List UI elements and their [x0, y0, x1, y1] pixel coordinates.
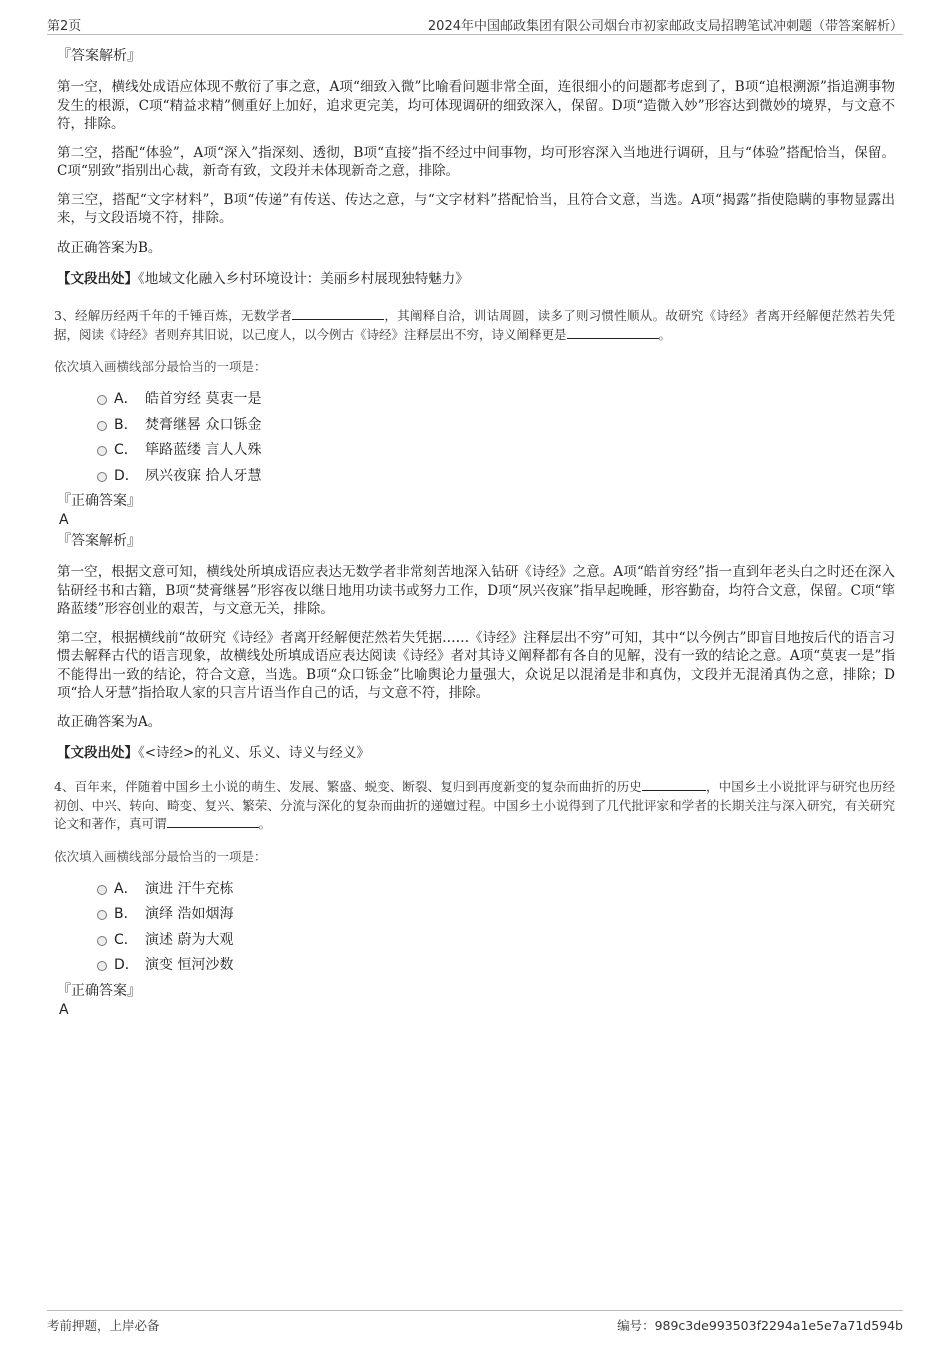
analysis-paragraph: 第二空，搭配“体验”，A项“深入”指深刻、透彻，B项“直接”指不经过中间事物，均可形容深入当地进行调研，且与“体验”搭配恰当，保留。C项“别致”指别出心裁，新奇有致，文段并未体现新奇之意，排除。 [57, 144, 895, 179]
analysis-label: 『答案解析』 [57, 533, 141, 549]
fill-blank [167, 815, 259, 828]
analysis-paragraph: 第三空，搭配“文字材料”，B项“传递”有传送、传达之意，与“文字材料”搭配恰当，且符合文意，当选。A项“揭露”指使隐瞒的事物显露出来，与文段语境不符，排除。 [57, 191, 895, 226]
source-title: 《<诗经>的礼义、乐义、诗义与经义》 [138, 745, 370, 761]
page-header [47, 12, 903, 35]
option-c[interactable]: C． 演述 蔚为大观 [57, 930, 895, 956]
radio-icon[interactable] [97, 961, 107, 971]
option-b[interactable]: B． 演绎 浩如烟海 [57, 904, 895, 930]
source-line [57, 743, 895, 763]
analysis-paragraph: 第二空，根据横线前“故研究《诗经》者离开经解便茫然若失凭据……《诗经》注释层出不穷”可知，其中“以今例古”即盲目地按后代的语言习惯去解释古代的语言现象，故横线处所填成语应表达阅读《诗经》者对其诗义阐释都有各自的见解，没有一致的结论之意。A项“莫衷一是”指不能得出一致的结论，符合文意，当选。B项“众口铄金”比喻舆论力量强大，众说足以混淆是非和真伪，文段并无混淆真伪之意，排除；D项“拾人牙慧”指拾取人家的只言片语当作自己的话，与文意不符，排除。 [57, 629, 895, 701]
option-c[interactable]: C． 筚路蓝缕 言人人殊 [57, 440, 895, 466]
fill-blank [567, 326, 659, 339]
radio-icon[interactable] [97, 472, 107, 482]
radio-icon[interactable] [97, 910, 107, 920]
document-title: 2024年中国邮政集团有限公司烟台市初家邮政支局招聘笔试冲刺题（带答案解析） [427, 19, 903, 34]
correct-answer: A [59, 1001, 69, 1018]
source-line [57, 269, 895, 289]
source-title: 《地域文化融入乡村环境设计：美丽乡村展现独特魅力》 [138, 271, 469, 287]
options-list [57, 389, 895, 491]
question-4: 4、百年来，伴随着中国乡土小说的萌生、发展、繁盛、蜕变、断裂、复归到再度新变的复杂而曲折的历史 ，中国乡土小说批评与研究也历经初创、中兴、转向、畸变、复兴、繁荣、分流与深化的复杂而曲折的递嬗过程。中国乡土小说得到了几代批评家和学者的长期关注与深入研究，有关研究论文和著作，真可谓 。 [54, 779, 895, 831]
options-list [57, 879, 895, 981]
analysis-paragraph: 第一空，根据文意可知，横线处所填成语应表达无数学者非常刻苦地深入钻研《诗经》之意。A项“皓首穷经”指一直到年老头白之时还在深入钻研经书和古籍，B项“焚膏继晷”形容夜以继日地用功读书或努力工作，D项“夙兴夜寐”指早起晚睡，形容勤奋，均符合文意，保留。C项“筚路蓝缕”形容创业的艰苦，与文意无关，排除。 [57, 564, 895, 617]
question-prompt: 依次填入画横线部分最恰当的一项是： [54, 848, 267, 864]
correct-answer-label: 『正确答案』 [57, 982, 141, 999]
correct-answer-label: 『正确答案』 [57, 493, 141, 509]
option-b[interactable]: B． 焚膏继晷 众口铄金 [57, 415, 895, 441]
option-a[interactable]: A． 皓首穷经 莫衷一是 [57, 389, 895, 415]
option-d[interactable]: D． 演变 恒河沙数 [57, 955, 895, 981]
correct-answer: A [59, 512, 69, 528]
radio-icon[interactable] [97, 395, 107, 405]
answer-conclusion: 故正确答案为B。 [57, 239, 162, 256]
fill-blank [642, 778, 706, 791]
radio-icon[interactable] [97, 936, 107, 946]
source-label: 【文段出处】 [57, 271, 138, 287]
page-footer [47, 1310, 903, 1337]
source-label: 【文段出处】 [57, 745, 138, 761]
footer-slogan: 考前押题，上岸必备 [47, 1318, 160, 1333]
radio-icon[interactable] [97, 421, 107, 431]
option-d[interactable]: D． 夙兴夜寐 拾人牙慧 [57, 466, 895, 492]
question-3: 3、经解历经两千年的千锤百炼，无数学者 ，其阐释自洽，训诂周圆，读多了则习惯性顺从。故研究《诗经》者离开经解便茫然若失凭据，阅读《诗经》者则弃其旧说，以己度人，以今例古《诗经》注释层出不穷，诗义阐释更是 。 [54, 308, 895, 342]
fill-blank [292, 307, 384, 320]
option-a[interactable]: A． 演进 汗牛充栋 [57, 879, 895, 905]
document-body [54, 46, 895, 1019]
document-id: 编号：989c3de993503f2294a1e5e7a71d594b [617, 1318, 903, 1333]
page-number: 第2页 [47, 19, 82, 34]
radio-icon[interactable] [97, 885, 107, 895]
analysis-label: 『答案解析』 [57, 48, 141, 64]
radio-icon[interactable] [97, 446, 107, 456]
answer-conclusion: 故正确答案为A。 [57, 713, 162, 730]
question-prompt: 依次填入画横线部分最恰当的一项是： [54, 359, 267, 374]
analysis-paragraph: 第一空，横线处成语应体现不敷衍了事之意，A项“细致入微”比喻看问题非常全面，连很细小的问题都考虑到了，B项“追根溯源”指追溯事物发生的根源，C项“精益求精”侧重好上加好，追求更完美，均可体现调研的细致深入，保留。D项“造微入妙”形容达到微妙的境界，与文意不符，排除。 [57, 79, 895, 132]
